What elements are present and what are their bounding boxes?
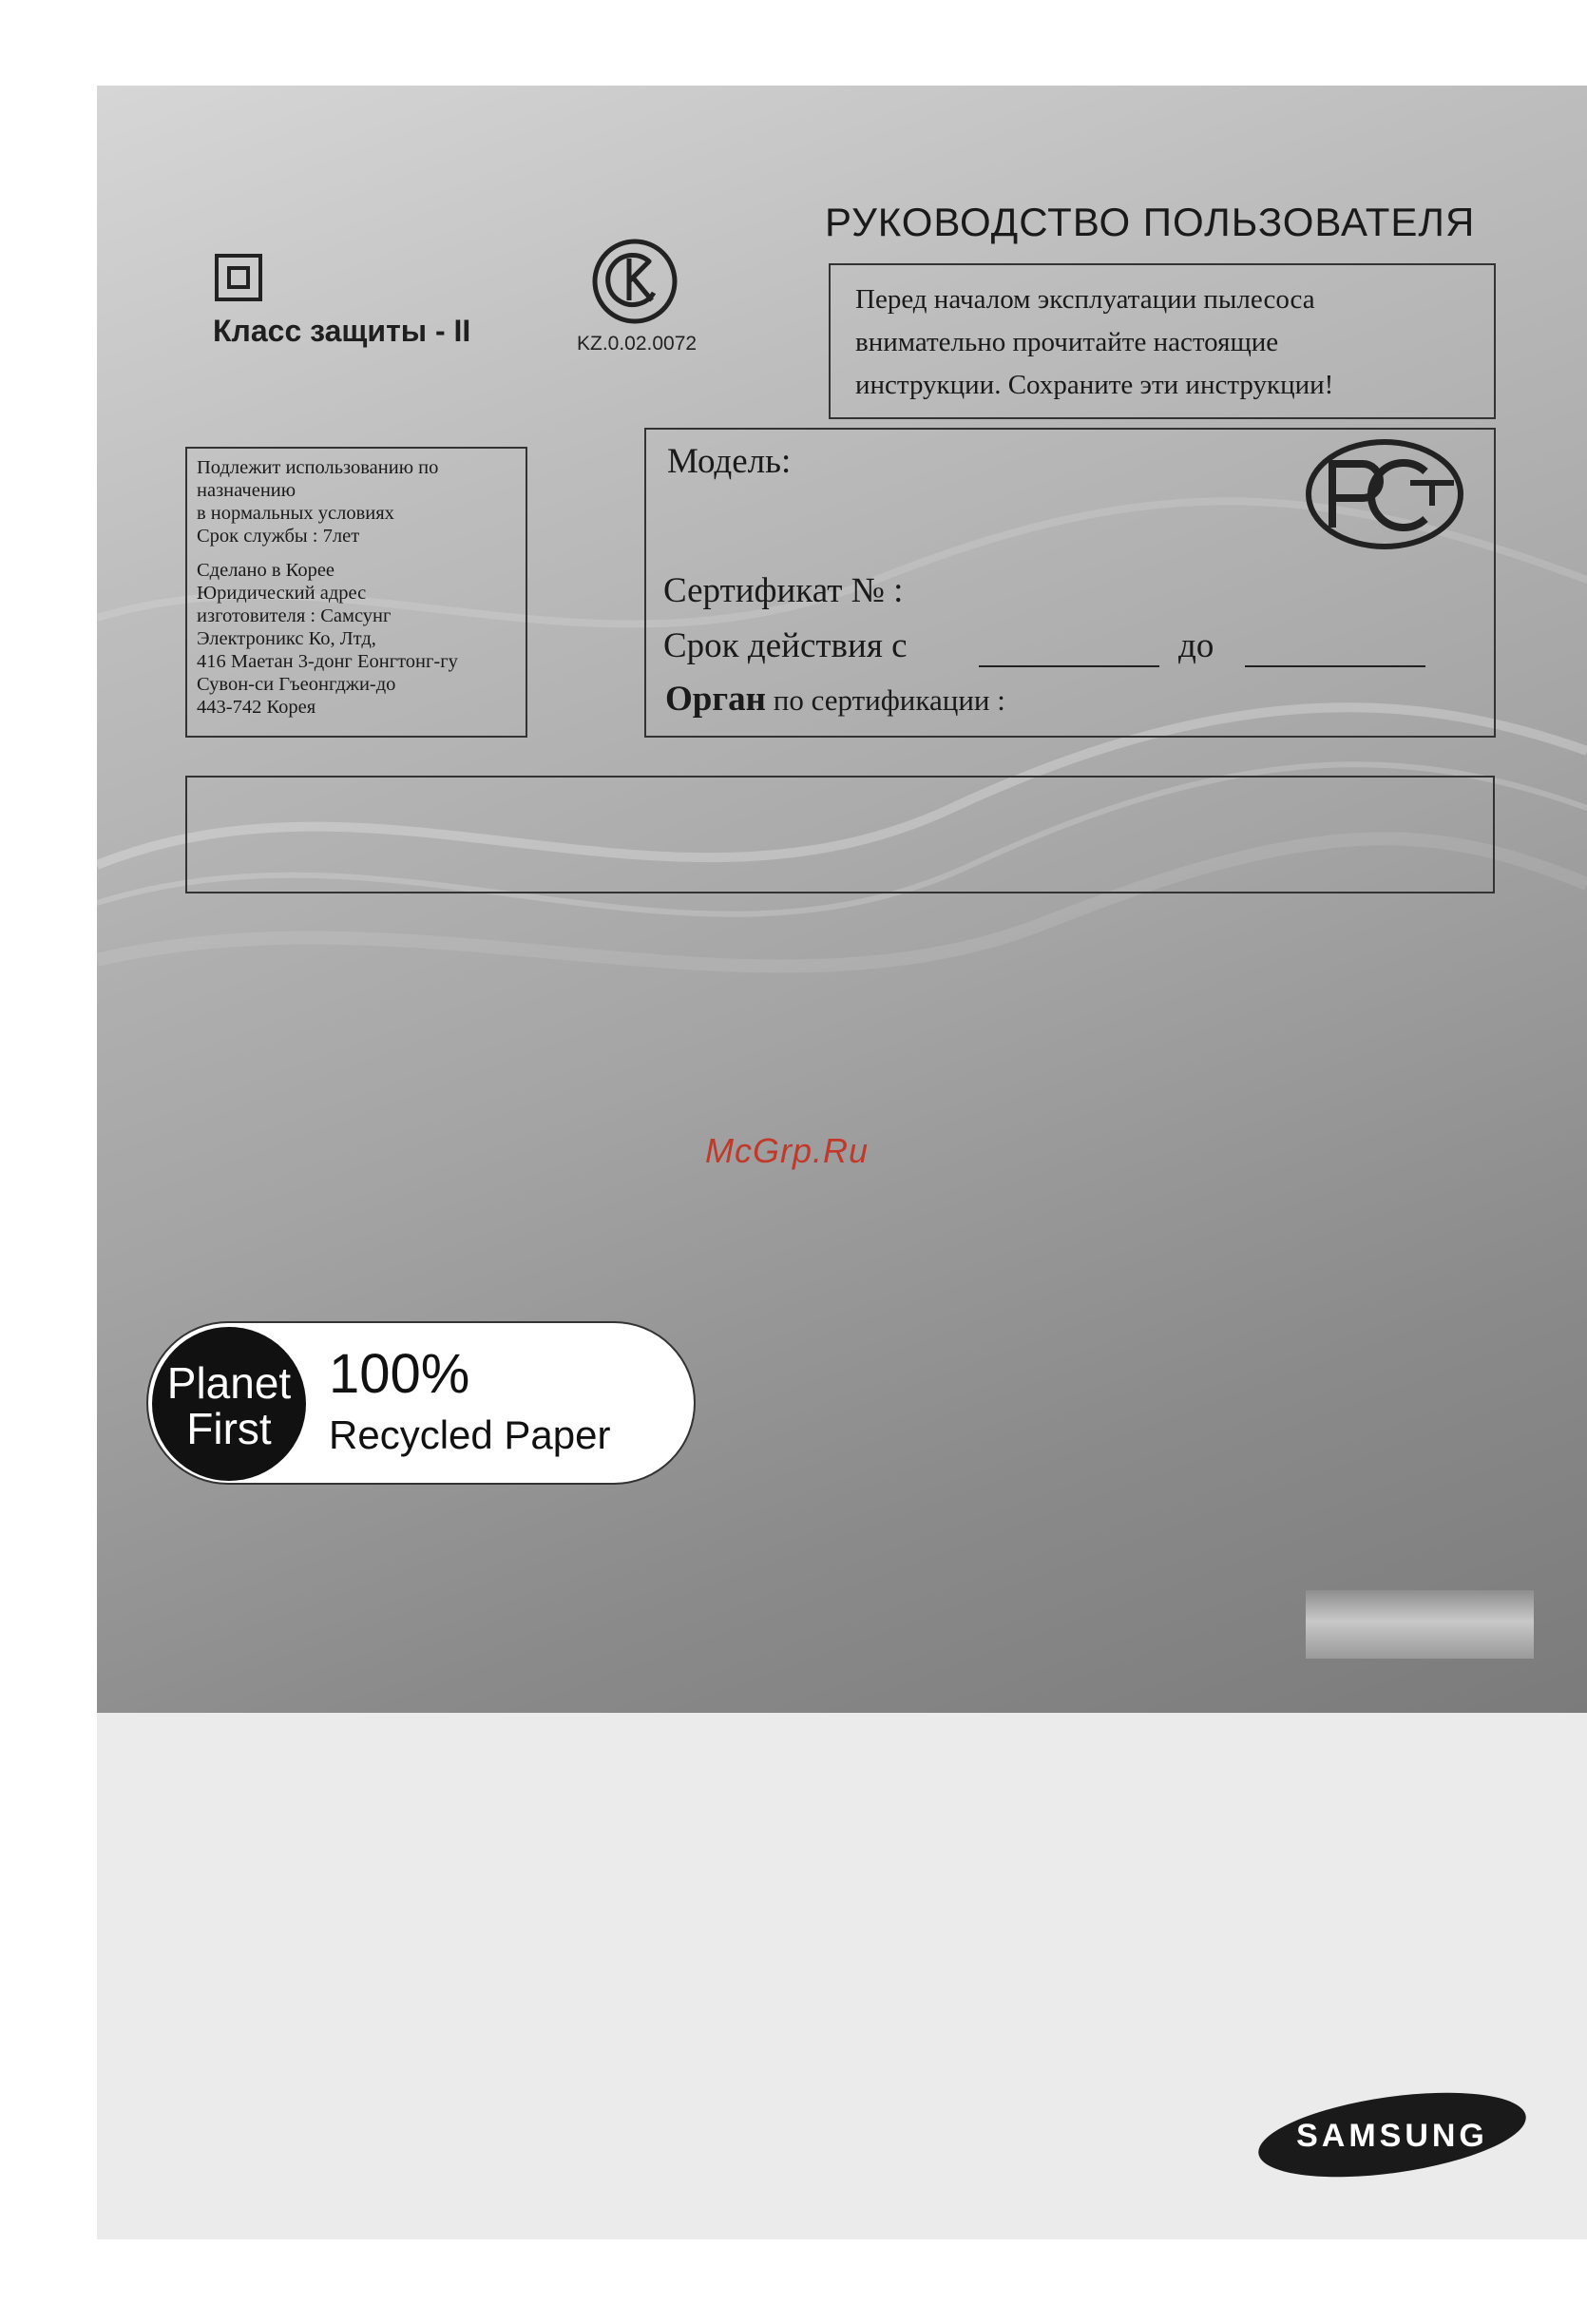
certificate-box	[644, 428, 1496, 738]
model-label: Модель:	[667, 442, 792, 481]
certificate-number-label: Сертификат № :	[663, 571, 904, 610]
info-line: Подлежит использованию по	[197, 457, 439, 478]
back-cover-page	[97, 86, 1587, 2239]
info-line: Юридический адрес	[197, 583, 367, 604]
samsung-brand-text: SAMSUNG	[1296, 2118, 1488, 2154]
organ-rest: по сертификации :	[765, 683, 1005, 717]
recycled-percent: 100%	[329, 1343, 470, 1405]
recycled-text: Recycled Paper	[329, 1412, 611, 1457]
valid-from-label: Срок действия с	[663, 626, 908, 665]
valid-from-blank	[979, 665, 1159, 667]
manual-title: РУКОВОДСТВО ПОЛЬЗОВАТЕЛЯ	[825, 200, 1476, 244]
kz-code: KZ.0.02.0072	[577, 333, 698, 355]
warning-box	[829, 263, 1496, 419]
warning-line: Перед началом эксплуатации пылесоса	[855, 284, 1315, 315]
protection-class-label: Класс защиты - II	[213, 314, 471, 348]
empty-field-box	[185, 776, 1495, 893]
manufacturer-info-text	[197, 456, 520, 719]
warning-text	[855, 278, 1482, 407]
rst-certification-icon	[1304, 437, 1465, 551]
warning-line: инструкции. Сохраните эти инструкции!	[855, 370, 1334, 400]
info-line: Сувон-си Гъеонгджи-до	[197, 674, 396, 695]
info-gap	[197, 547, 520, 559]
info-line: Сделано в Корее	[197, 560, 335, 581]
double-square-icon	[215, 254, 262, 301]
watermark: McGrp.Ru	[705, 1131, 870, 1170]
cover-background	[97, 86, 1587, 1713]
kz-certification-icon	[591, 238, 679, 325]
info-line: назначению	[197, 480, 296, 501]
planet-first-line1: Planet	[166, 1358, 292, 1408]
valid-to-label: до	[1178, 626, 1214, 665]
valid-to-blank	[1245, 665, 1425, 667]
info-line: Срок службы : 7лет	[197, 526, 360, 547]
recycled-paper-badge	[146, 1321, 696, 1485]
gray-tab-decoration	[1306, 1590, 1534, 1659]
info-line: в нормальных условиях	[197, 503, 394, 524]
organ-word: Орган	[665, 680, 766, 719]
info-line: 443-742 Корея	[197, 697, 316, 718]
manufacturer-info-box	[185, 447, 527, 738]
warning-line: внимательно прочитайте настоящие	[855, 327, 1279, 357]
info-line: изготовителя : Самсунг	[197, 605, 392, 626]
planet-first-line2: First	[186, 1404, 272, 1453]
certification-organ-label	[665, 679, 1005, 720]
planet-first-logo	[152, 1327, 306, 1481]
info-line: 416 Маетан 3-донг Еонгтонг-гу	[197, 651, 458, 672]
info-line: Электроникс Ко, Лтд,	[197, 628, 376, 649]
